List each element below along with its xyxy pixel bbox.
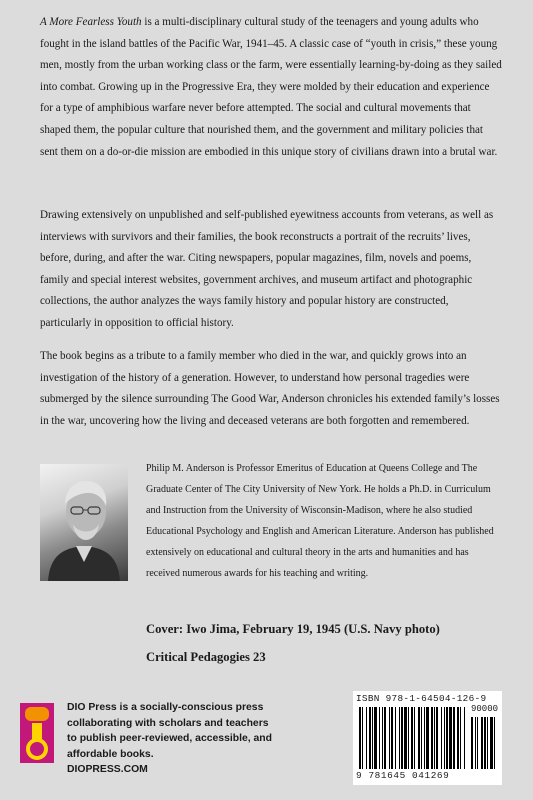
series-name: Critical Pedagogies 23 (146, 650, 266, 664)
dio-press-logo (20, 703, 54, 763)
isbn-label: ISBN 978-1-64504-126-9 (356, 693, 487, 704)
isbn-barcode (353, 691, 502, 785)
price-code: 90000 (471, 704, 499, 714)
book-title: A More Fearless Youth (40, 16, 142, 28)
publisher-info (67, 700, 277, 778)
publisher-description: DIO Press is a socially-conscious press collaborating with scholars and teachers to publish peer-reviewed, accessible, and affordable books. (67, 702, 272, 760)
blurb-paragraph-2: Drawing extensively on unpublished and self-published eyewitness accounts from veterans, as well as interviews with survivors and their families, the book reconstructs a portrait of the recruits’ lives, before, during, and after the war. Citing newspapers, popular magazines, film, novels and poems, family and special interest websites, government archives, and museum artifact and photographic collections, the author analyzes the ways family history and popular history are constructed, particularly in opposition to official history. (40, 209, 494, 329)
publisher-website: DIOPRESS.COM (67, 764, 148, 776)
barcode-bars (359, 707, 497, 773)
author-photo (40, 464, 128, 581)
ean-digits: 9 781645 041269 (356, 770, 450, 781)
cover-credit: Cover: Iwo Jima, February 19, 1945 (U.S. Navy photo) (146, 622, 440, 636)
blurb-paragraph-3: The book begins as a tribute to a family member who died in the war, and quickly grows into an investigation of the history of a generation. However, to understand how personal tragedies were submerged by the silence surrounding The Good War, Anderson chronicles his extended family’s losses in the war, uncovering how the living and deceased veterans are both forgotten and remembered. (40, 350, 500, 427)
blurb-paragraph-1-text: is a multi-disciplinary cultural study of the teenagers and young adults who fought in the island battles of the Pacific War, 1941–45. A classic case of “youth in crisis,” these young men, mostly from the urban working class or the farm, were essentially learning-by-doing as they sailed into combat. Growing up in the Progressive Era, they were molded by their education and experience for a type of amphibious warfare never before attempted. The social and cultural movements that shaped them, the popular culture that nourished them, and the government and military policies that sent them on a do-or-die mission are embodied in this unique story of civilians drawn into a brutal war. (40, 16, 502, 158)
blurb-paragraph-1 (40, 12, 502, 163)
author-bio: Philip M. Anderson is Professor Emeritus of Education at Queens College and The Graduate Center of The City University of New York. He holds a Ph.D. in Curriculum and Instruction from the University of Wisconsin-Madison, where he also studied Educational Psychology and English and American Literature. Anderson has published extensively on educational and cultural theory in the arts and humanities and has received numerous awards for his teaching and writing. (146, 463, 494, 579)
